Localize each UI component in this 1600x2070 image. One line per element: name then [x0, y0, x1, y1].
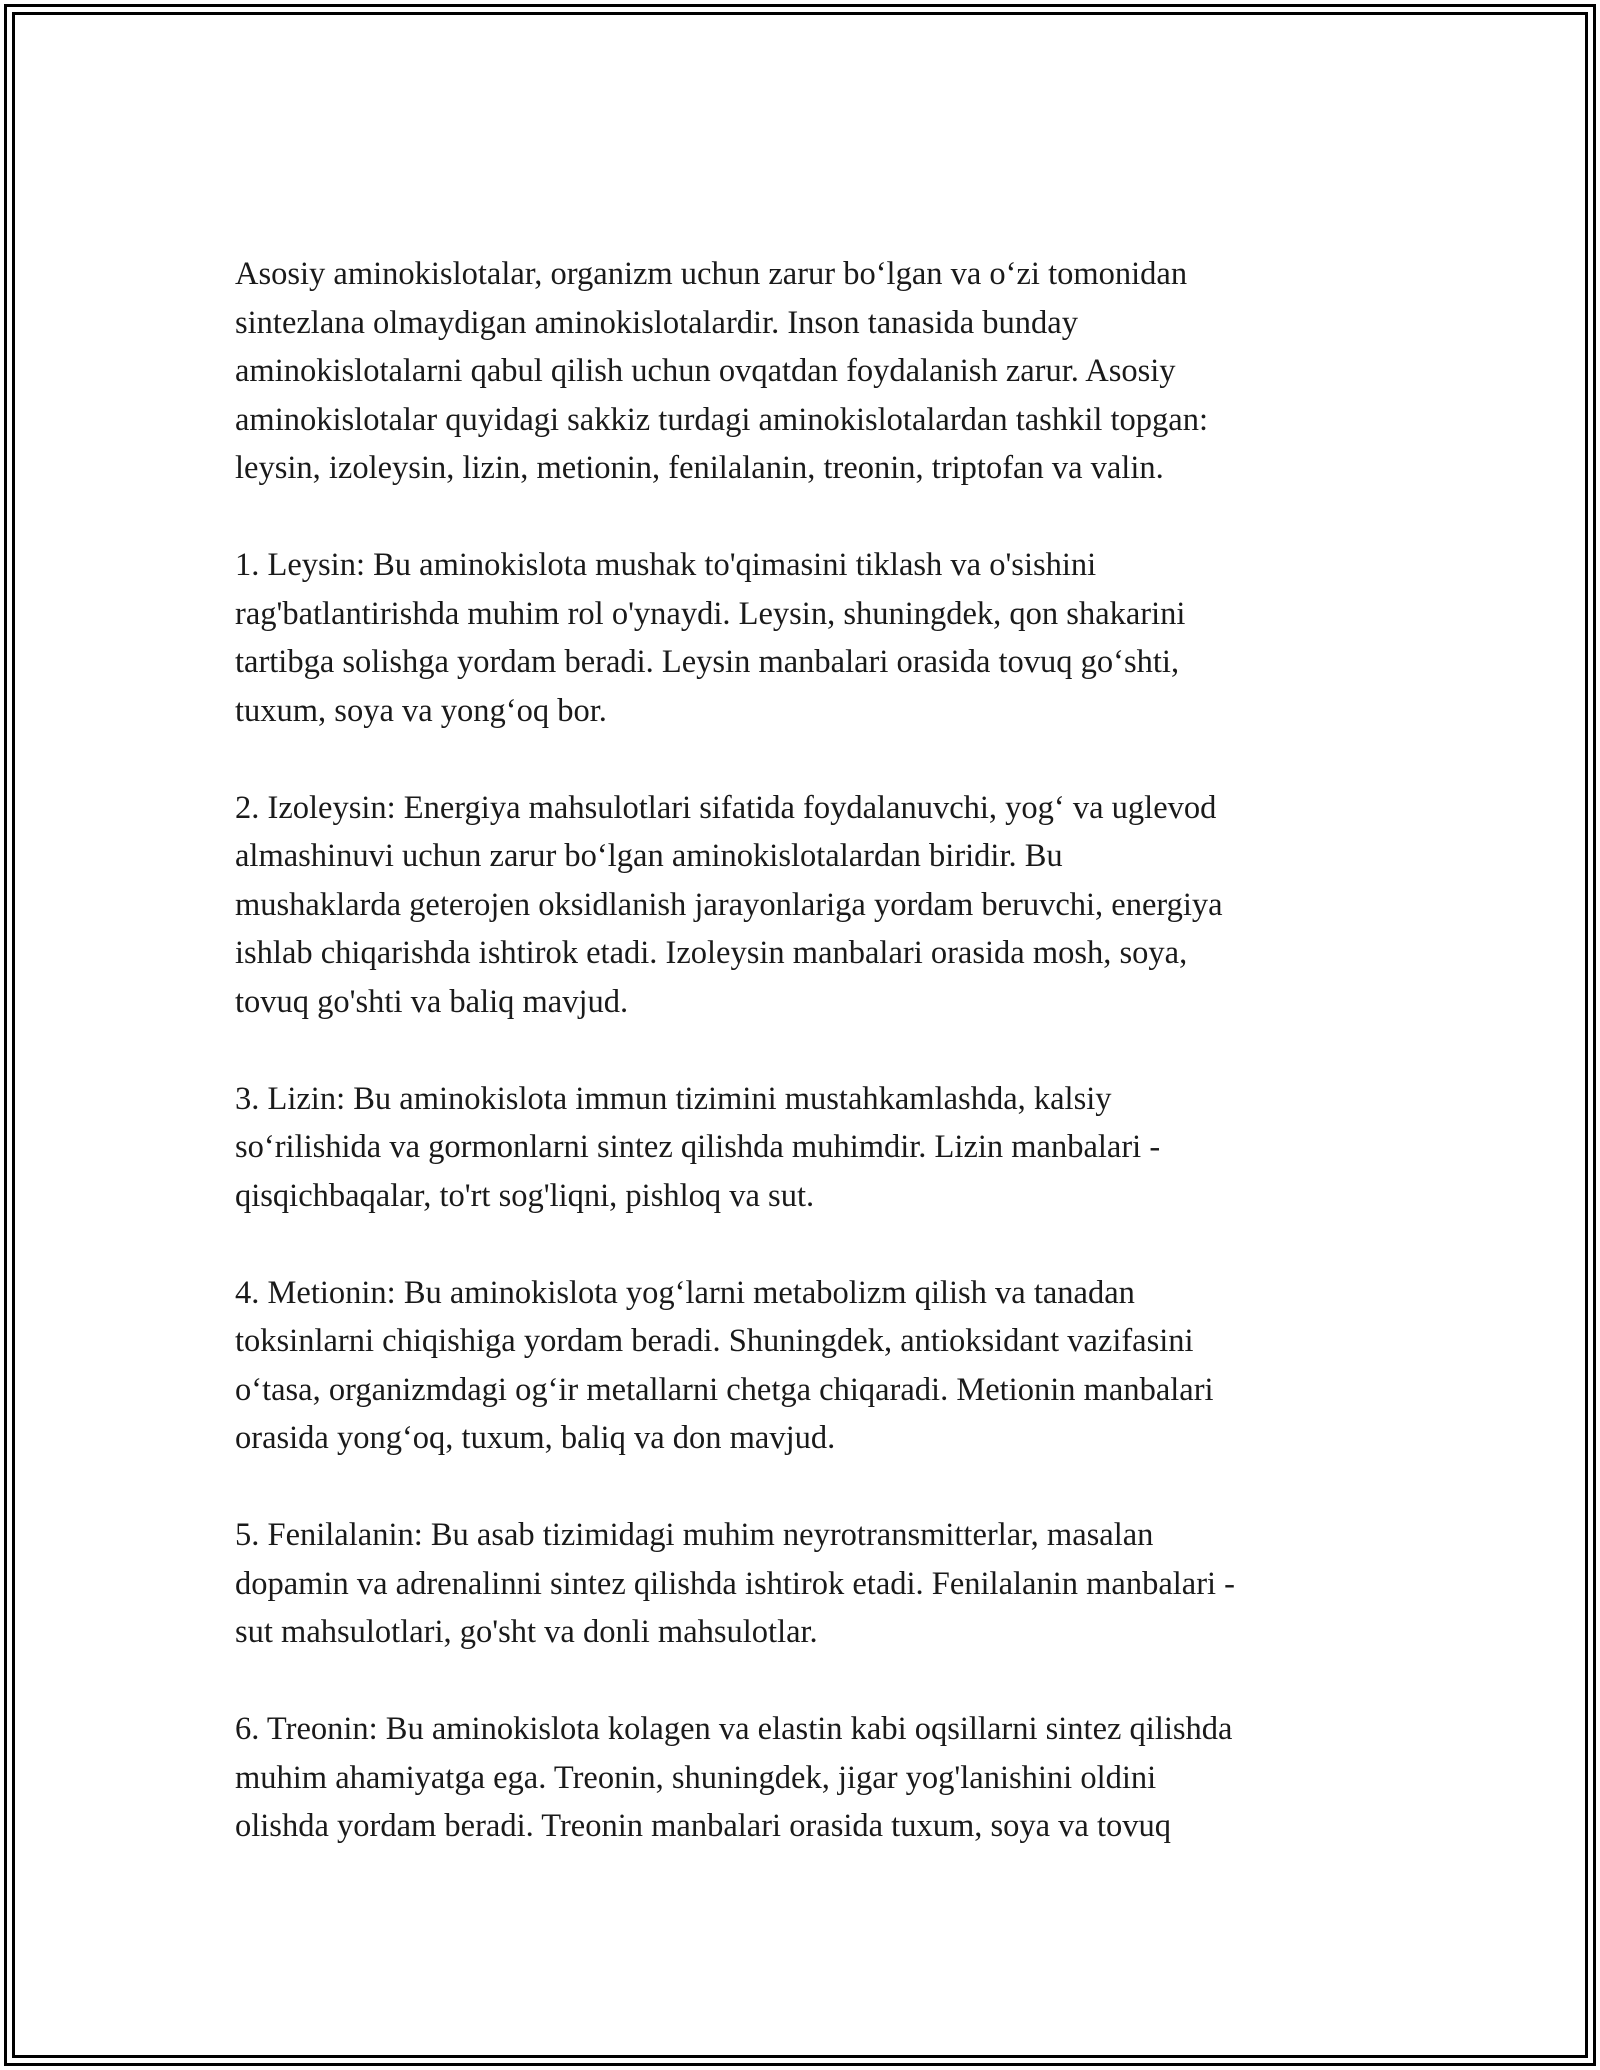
intro-paragraph: Asosiy aminokislotalar, organizm uchun zarur bo‘lgan va o‘zi tomonidan sintezlana olmaydigan aminokislotalardir. Inson tanasida bunday aminokislotalarni qabul qilish uchun ovqatdan foydalanish zarur. Asosiy aminokislotalar quyidagi sakkiz turdagi aminokislotalardan tashkil topgan: leysin, izoleysin, lizin, metionin, fenilalanin, treonin, triptofan va valin.: [235, 256, 1208, 486]
paragraph-treonin: 6. Treonin: Bu aminokislota kolagen va elastin kabi oqsillarni sintez qilishda muhim ahamiyatga ega. Treonin, shuningdek, jigar yog'lanishini oldini olishda yordam beradi. Treonin manbalari orasida tuxum, soya va tovuq: [235, 1711, 1233, 1844]
paragraph-fenilalanin: 5. Fenilalanin: Bu asab tizimidagi muhim neyrotransmitterlar, masalan dopamin va adrenalinni sintez qilishda ishtirok etadi. Fenilalanin manbalari - sut mahsulotlari, go'sht va donli mahsulotlar.: [235, 1517, 1236, 1650]
paragraph-metionin: 4. Metionin: Bu aminokislota yog‘larni metabolizm qilish va tanadan toksinlarni chiqishiga yordam beradi. Shuningdek, antioksidant vazifasini o‘tasa, organizmdagi og‘ir metallarni chetga chiqaradi. Metionin manbalari orasida yong‘oq, tuxum, baliq va don mavjud.: [235, 1274, 1214, 1456]
paragraph-lizin: 3. Lizin: Bu aminokislota immun tizimini mustahkamlashda, kalsiy so‘rilishida va gormonlarni sintez qilishda muhimdir. Lizin manbalari - qisqichbaqalar, to'rt sog'liqni, pishloq va sut.: [235, 1080, 1161, 1214]
document-body: [235, 250, 1375, 1899]
paragraph-izoleysin: 2. Izoleysin: Energiya mahsulotlari sifatida foydalanuvchi, yog‘ va uglevod almashinuvi uchun zarur bo‘lgan aminokislotalardan biridir. Bu mushaklarda geterojen oksidlanish jarayonlariga yordam beruvchi, energiya ishlab chiqarishda ishtirok etadi. Izoleysin manbalari orasida mosh, soya, tovuq go'shti va baliq mavjud.: [235, 789, 1223, 1020]
paragraph-leysin: 1. Leysin: Bu aminokislota mushak to'qimasini tiklash va o'sishini rag'batlantirishda muhim rol o'ynaydi. Leysin, shuningdek, qon shakarini tartibga solishga yordam beradi. Leysin manbalari orasida tovuq go‘shti, tuxum, soya va yong‘oq bor.: [235, 547, 1186, 729]
